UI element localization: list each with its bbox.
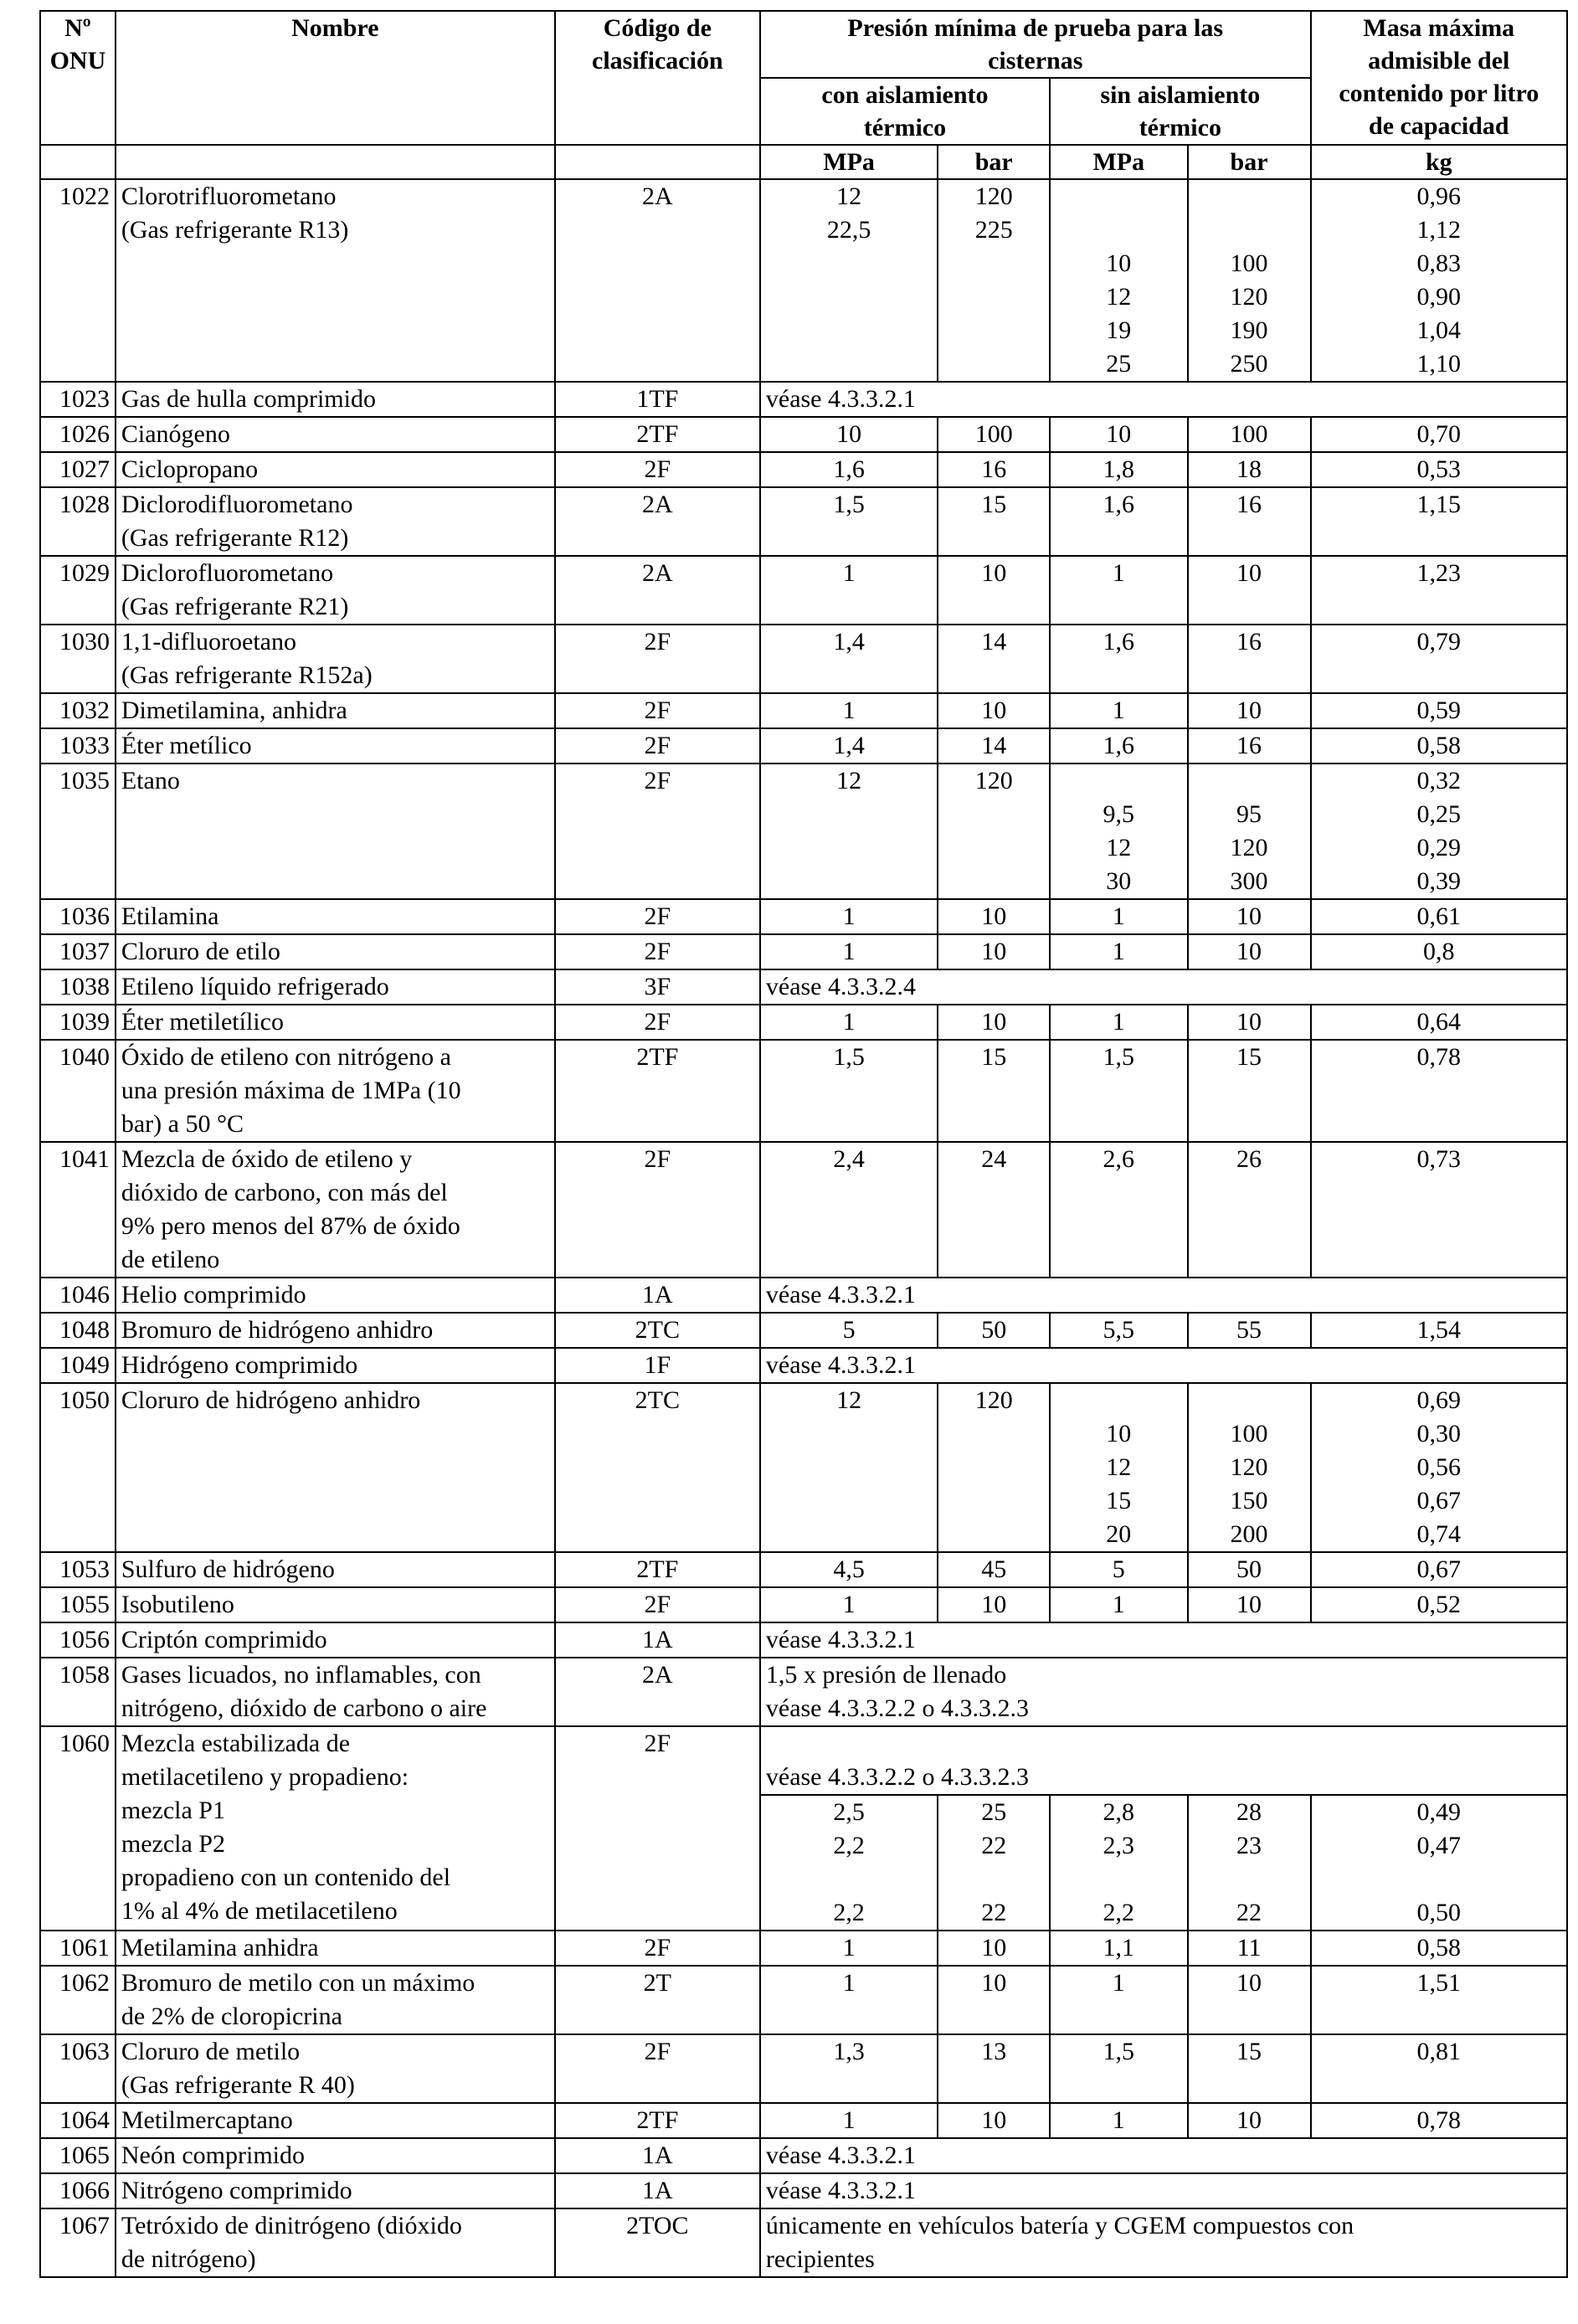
cell-con-mpa: 1,4 — [760, 625, 938, 693]
table-row — [40, 556, 1567, 625]
cell-con-bar: 24 — [938, 1142, 1050, 1278]
cell-sin-bar: 16 — [1188, 728, 1311, 764]
cell-sin-bar: 10 — [1188, 899, 1311, 934]
cell-kg: 1,54 — [1311, 1313, 1567, 1348]
cell-sin-mpa: 1,6 — [1050, 487, 1187, 556]
cell-sin-bar: 10 — [1188, 693, 1311, 728]
cell-sin-bar: 15 — [1188, 2034, 1311, 2103]
cell-con-bar: 10 — [938, 1966, 1050, 2034]
cell-codigo: 2F — [555, 934, 760, 969]
header-no-onu: Nº ONU — [40, 11, 116, 145]
cell-codigo: 1A — [555, 1622, 760, 1658]
cell-con-mpa: 1 — [760, 1587, 938, 1622]
cell-kg: 1,15 — [1311, 487, 1567, 556]
cell-no-onu: 1060 — [40, 1726, 116, 1931]
cell-codigo: 2TF — [555, 417, 760, 452]
cell-codigo: 1F — [555, 1348, 760, 1383]
cell-con-bar: 120 — [938, 764, 1050, 899]
cell-sin-bar: 26 — [1188, 1142, 1311, 1278]
table-row — [40, 728, 1567, 764]
cell-con-mpa: 12 — [760, 1383, 938, 1552]
cell-con-bar: 120 — [938, 1383, 1050, 1552]
table-row — [40, 1278, 1567, 1313]
cell-kg: 0,52 — [1311, 1587, 1567, 1622]
cell-con-mpa: 1 — [760, 1931, 938, 1966]
cell-no-onu: 1055 — [40, 1587, 116, 1622]
cell-codigo: 2A — [555, 556, 760, 625]
cell-nombre: Éter metílico — [116, 728, 555, 764]
table-row — [40, 487, 1567, 556]
cell-note: 1,5 x presión de llenado véase 4.3.3.2.2 o 4.3.3.2.3 — [760, 1658, 1567, 1726]
cell-codigo: 1TF — [555, 382, 760, 417]
cell-codigo: 2TF — [555, 2103, 760, 2138]
cell-no-onu: 1067 — [40, 2208, 116, 2277]
table-row — [40, 179, 1567, 382]
cell-no-onu: 1023 — [40, 382, 116, 417]
cell-nombre: Tetróxido de dinitrógeno (dióxido de nitrógeno) — [116, 2208, 555, 2277]
table-row — [40, 382, 1567, 417]
cell-codigo: 3F — [555, 969, 760, 1005]
cell-con-bar: 15 — [938, 487, 1050, 556]
cell-con-mpa: 1,4 — [760, 728, 938, 764]
cell-nombre: Etano — [116, 764, 555, 899]
cell-sin-mpa: 1 — [1050, 1966, 1187, 2034]
cell-con-mpa: 1 — [760, 1005, 938, 1040]
header-unit-mpa: MPa — [760, 145, 938, 179]
cell-sin-mpa: 2,6 — [1050, 1142, 1187, 1278]
cell-con-bar: 100 — [938, 417, 1050, 452]
cell-con-bar: 14 — [938, 625, 1050, 693]
cell-kg: 0,73 — [1311, 1142, 1567, 1278]
cell-sin-mpa: 10 12 15 20 — [1050, 1383, 1187, 1552]
cell-codigo: 2T — [555, 1966, 760, 2034]
cell-kg: 1,23 — [1311, 556, 1567, 625]
cell-codigo: 2F — [555, 1726, 760, 1931]
cell-no-onu: 1046 — [40, 1278, 116, 1313]
cell-no-onu: 1039 — [40, 1005, 116, 1040]
cell-con-mpa: 1,3 — [760, 2034, 938, 2103]
header-unit-mpa: MPa — [1050, 145, 1187, 179]
cell-sin-bar: 16 — [1188, 487, 1311, 556]
cell-con-bar: 10 — [938, 934, 1050, 969]
cell-kg: 1,51 — [1311, 1966, 1567, 2034]
cell-no-onu: 1037 — [40, 934, 116, 969]
cell-con-bar: 10 — [938, 1587, 1050, 1622]
cell-nombre: Metilamina anhidra — [116, 1931, 555, 1966]
cell-nombre: Mezcla estabilizada de metilacetileno y propadieno: mezcla P1 mezcla P2 propadieno con un contenido del 1% al 4% de metilacetileno — [116, 1726, 555, 1931]
cell-con-mpa: 1 — [760, 899, 938, 934]
cell-codigo: 2A — [555, 1658, 760, 1726]
header-nombre: Nombre — [116, 11, 555, 145]
cell-note: únicamente en vehículos batería y CGEM compuestos con recipientes — [760, 2208, 1567, 2277]
cell-nombre: Ciclopropano — [116, 452, 555, 487]
cell-sin-bar: 55 — [1188, 1313, 1311, 1348]
cell-nombre: Helio comprimido — [116, 1278, 555, 1313]
cell-con-mpa: 1 — [760, 934, 938, 969]
cell-nombre: Bromuro de hidrógeno anhidro — [116, 1313, 555, 1348]
cell-sin-mpa: 1,1 — [1050, 1931, 1187, 1966]
cell-note: véase 4.3.3.2.1 — [760, 1348, 1567, 1383]
cell-sin-mpa: 1 — [1050, 556, 1187, 625]
table-row — [40, 2103, 1567, 2138]
cell-con-bar: 25 22 22 — [938, 1795, 1050, 1931]
cell-kg: 0,96 1,12 0,83 0,90 1,04 1,10 — [1311, 179, 1567, 382]
cell-con-mpa: 2,4 — [760, 1142, 938, 1278]
cell-sin-mpa: 1,5 — [1050, 2034, 1187, 2103]
cell-sin-mpa: 1 — [1050, 693, 1187, 728]
cell-sin-mpa: 5,5 — [1050, 1313, 1187, 1348]
cell-codigo: 2TC — [555, 1383, 760, 1552]
cell-kg: 0,79 — [1311, 625, 1567, 693]
cell-sin-bar: 18 — [1188, 452, 1311, 487]
cell-nombre: Criptón comprimido — [116, 1622, 555, 1658]
cell-con-mpa: 4,5 — [760, 1552, 938, 1587]
table-row — [40, 1383, 1567, 1552]
cell-codigo: 2TF — [555, 1040, 760, 1142]
cell-codigo: 2F — [555, 1005, 760, 1040]
cell-no-onu: 1066 — [40, 2173, 116, 2208]
table-row — [40, 625, 1567, 693]
cell-nombre: Diclorodifluorometano (Gas refrigerante R12) — [116, 487, 555, 556]
cell-note: véase 4.3.3.2.1 — [760, 1622, 1567, 1658]
cell-no-onu: 1064 — [40, 2103, 116, 2138]
cell-con-bar: 50 — [938, 1313, 1050, 1348]
cell-con-bar: 16 — [938, 452, 1050, 487]
cell-con-bar: 10 — [938, 2103, 1050, 2138]
cell-nombre: Sulfuro de hidrógeno — [116, 1552, 555, 1587]
cell-sin-mpa: 5 — [1050, 1552, 1187, 1587]
cell-con-bar: 13 — [938, 2034, 1050, 2103]
cell-codigo: 2F — [555, 625, 760, 693]
pressure-table — [39, 10, 1568, 2278]
cell-sin-mpa: 1,8 — [1050, 452, 1187, 487]
cell-sin-bar: 95 120 300 — [1188, 764, 1311, 899]
table-row — [40, 1587, 1567, 1622]
cell-codigo: 1A — [555, 2138, 760, 2173]
cell-sin-bar: 10 — [1188, 556, 1311, 625]
header-presion: Presión mínima de prueba para las cisternas — [760, 11, 1311, 78]
cell-kg: 0,61 — [1311, 899, 1567, 934]
cell-sin-bar: 100 120 190 250 — [1188, 179, 1311, 382]
cell-no-onu: 1035 — [40, 764, 116, 899]
header-unit-kg: kg — [1311, 145, 1567, 179]
cell-kg: 0,49 0,47 0,50 — [1311, 1795, 1567, 1931]
cell-no-onu: 1027 — [40, 452, 116, 487]
cell-codigo: 1A — [555, 1278, 760, 1313]
cell-no-onu: 1038 — [40, 969, 116, 1005]
cell-no-onu: 1056 — [40, 1622, 116, 1658]
cell-no-onu: 1026 — [40, 417, 116, 452]
cell-kg: 0,32 0,25 0,29 0,39 — [1311, 764, 1567, 899]
cell-codigo: 2F — [555, 899, 760, 934]
table-row — [40, 1348, 1567, 1383]
table-row — [40, 1005, 1567, 1040]
cell-no-onu: 1033 — [40, 728, 116, 764]
cell-nombre: Etileno líquido refrigerado — [116, 969, 555, 1005]
cell-codigo: 1A — [555, 2173, 760, 2208]
cell-codigo: 2A — [555, 179, 760, 382]
cell-note: véase 4.3.3.2.1 — [760, 1278, 1567, 1313]
cell-sin-bar: 10 — [1188, 1005, 1311, 1040]
cell-codigo: 2TOC — [555, 2208, 760, 2277]
cell-no-onu: 1036 — [40, 899, 116, 934]
header-empty — [555, 145, 760, 179]
table-row — [40, 2138, 1567, 2173]
cell-nombre: Diclorofluorometano (Gas refrigerante R21) — [116, 556, 555, 625]
cell-kg: 0,78 — [1311, 1040, 1567, 1142]
cell-nombre: Etilamina — [116, 899, 555, 934]
cell-sin-bar: 10 — [1188, 1966, 1311, 2034]
cell-codigo: 2F — [555, 1587, 760, 1622]
header-codigo: Código de clasificación — [555, 11, 760, 145]
cell-kg: 0,69 0,30 0,56 0,67 0,74 — [1311, 1383, 1567, 1552]
header-unit-bar: bar — [938, 145, 1050, 179]
table-row — [40, 764, 1567, 899]
header-empty — [116, 145, 555, 179]
cell-sin-mpa: 1 — [1050, 2103, 1187, 2138]
cell-nombre: Nitrógeno comprimido — [116, 2173, 555, 2208]
cell-con-mpa: 12 — [760, 764, 938, 899]
cell-con-bar: 10 — [938, 693, 1050, 728]
cell-nombre: Cloruro de hidrógeno anhidro — [116, 1383, 555, 1552]
table-row — [40, 969, 1567, 1005]
cell-no-onu: 1063 — [40, 2034, 116, 2103]
cell-sin-bar: 100 — [1188, 417, 1311, 452]
cell-con-mpa: 2,5 2,2 2,2 — [760, 1795, 938, 1931]
cell-kg: 0,67 — [1311, 1552, 1567, 1587]
cell-no-onu: 1058 — [40, 1658, 116, 1726]
cell-no-onu: 1022 — [40, 179, 116, 382]
table-row — [40, 1552, 1567, 1587]
cell-no-onu: 1029 — [40, 556, 116, 625]
cell-note: véase 4.3.3.2.1 — [760, 2138, 1567, 2173]
cell-con-mpa: 1 — [760, 693, 938, 728]
cell-no-onu: 1030 — [40, 625, 116, 693]
cell-sin-mpa: 2,8 2,3 2,2 — [1050, 1795, 1187, 1931]
cell-kg: 0,58 — [1311, 1931, 1567, 1966]
header-empty — [40, 145, 116, 179]
cell-sin-mpa: 10 — [1050, 417, 1187, 452]
table-row — [40, 452, 1567, 487]
cell-kg: 0,8 — [1311, 934, 1567, 969]
cell-con-bar: 120 225 — [938, 179, 1050, 382]
cell-con-bar: 10 — [938, 556, 1050, 625]
cell-no-onu: 1040 — [40, 1040, 116, 1142]
cell-codigo: 2F — [555, 2034, 760, 2103]
table-row — [40, 1931, 1567, 1966]
cell-sin-bar: 100 120 150 200 — [1188, 1383, 1311, 1552]
table-row — [40, 934, 1567, 969]
cell-note: véase 4.3.3.2.2 o 4.3.3.2.3 — [760, 1726, 1567, 1795]
cell-codigo: 2F — [555, 728, 760, 764]
cell-con-mpa: 1 — [760, 556, 938, 625]
cell-kg: 0,78 — [1311, 2103, 1567, 2138]
cell-nombre: Óxido de etileno con nitrógeno a una presión máxima de 1MPa (10 bar) a 50 °C — [116, 1040, 555, 1142]
cell-sin-mpa: 1,6 — [1050, 728, 1187, 764]
cell-no-onu: 1028 — [40, 487, 116, 556]
cell-con-mpa: 12 22,5 — [760, 179, 938, 382]
table-row — [40, 1658, 1567, 1726]
cell-codigo: 2TC — [555, 1313, 760, 1348]
cell-sin-bar: 15 — [1188, 1040, 1311, 1142]
cell-con-mpa: 5 — [760, 1313, 938, 1348]
cell-con-bar: 14 — [938, 728, 1050, 764]
cell-codigo: 2F — [555, 764, 760, 899]
cell-note: véase 4.3.3.2.1 — [760, 2173, 1567, 2208]
cell-no-onu: 1048 — [40, 1313, 116, 1348]
cell-no-onu: 1032 — [40, 693, 116, 728]
cell-nombre: Cianógeno — [116, 417, 555, 452]
cell-sin-bar: 10 — [1188, 1587, 1311, 1622]
cell-kg: 0,81 — [1311, 2034, 1567, 2103]
cell-nombre: Metilmercaptano — [116, 2103, 555, 2138]
cell-kg: 0,59 — [1311, 693, 1567, 728]
cell-no-onu: 1050 — [40, 1383, 116, 1552]
cell-sin-mpa: 1 — [1050, 1587, 1187, 1622]
cell-kg: 0,53 — [1311, 452, 1567, 487]
cell-no-onu: 1049 — [40, 1348, 116, 1383]
table-row — [40, 1313, 1567, 1348]
cell-con-mpa: 1,6 — [760, 452, 938, 487]
cell-codigo: 2F — [555, 1142, 760, 1278]
cell-sin-bar: 28 23 22 — [1188, 1795, 1311, 1931]
header-unit-bar: bar — [1188, 145, 1311, 179]
table-row — [40, 2173, 1567, 2208]
cell-sin-bar: 50 — [1188, 1552, 1311, 1587]
table-row — [40, 1966, 1567, 2034]
table-row — [40, 2034, 1567, 2103]
document-page — [39, 10, 1568, 2278]
cell-codigo: 2F — [555, 452, 760, 487]
cell-note: véase 4.3.3.2.1 — [760, 382, 1567, 417]
cell-nombre: Éter metiletílico — [116, 1005, 555, 1040]
cell-nombre: Mezcla de óxido de etileno y dióxido de carbono, con más del 9% pero menos del 87% de óxido de etileno — [116, 1142, 555, 1278]
table-row — [40, 2208, 1567, 2277]
cell-con-mpa: 1 — [760, 1966, 938, 2034]
cell-sin-mpa: 1 — [1050, 899, 1187, 934]
cell-nombre: Clorotrifluorometano (Gas refrigerante R13) — [116, 179, 555, 382]
cell-sin-bar: 16 — [1188, 625, 1311, 693]
cell-con-mpa: 1 — [760, 2103, 938, 2138]
cell-sin-mpa: 9,5 12 30 — [1050, 764, 1187, 899]
cell-no-onu: 1061 — [40, 1931, 116, 1966]
cell-sin-mpa: 1,5 — [1050, 1040, 1187, 1142]
cell-no-onu: 1041 — [40, 1142, 116, 1278]
cell-kg: 0,58 — [1311, 728, 1567, 764]
cell-nombre: Isobutileno — [116, 1587, 555, 1622]
cell-nombre: 1,1-difluoroetano (Gas refrigerante R152a) — [116, 625, 555, 693]
cell-codigo: 2F — [555, 1931, 760, 1966]
cell-codigo: 2F — [555, 693, 760, 728]
header-sin-aislamiento: sin aislamiento térmico — [1050, 78, 1311, 145]
header-con-aislamiento: con aislamiento térmico — [760, 78, 1050, 145]
cell-con-mpa: 10 — [760, 417, 938, 452]
cell-nombre: Dimetilamina, anhidra — [116, 693, 555, 728]
cell-nombre: Cloruro de etilo — [116, 934, 555, 969]
table-row — [40, 693, 1567, 728]
cell-codigo: 2A — [555, 487, 760, 556]
cell-nombre: Hidrógeno comprimido — [116, 1348, 555, 1383]
cell-con-mpa: 1,5 — [760, 487, 938, 556]
cell-kg: 0,70 — [1311, 417, 1567, 452]
cell-con-bar: 15 — [938, 1040, 1050, 1142]
cell-sin-bar: 11 — [1188, 1931, 1311, 1966]
cell-nombre: Neón comprimido — [116, 2138, 555, 2173]
cell-nombre: Gas de hulla comprimido — [116, 382, 555, 417]
cell-sin-mpa: 1 — [1050, 934, 1187, 969]
cell-sin-mpa: 1,6 — [1050, 625, 1187, 693]
cell-no-onu: 1053 — [40, 1552, 116, 1587]
table-row — [40, 417, 1567, 452]
cell-con-mpa: 1,5 — [760, 1040, 938, 1142]
cell-nombre: Gases licuados, no inflamables, con nitrógeno, dióxido de carbono o aire — [116, 1658, 555, 1726]
cell-codigo: 2TF — [555, 1552, 760, 1587]
table-row — [40, 1040, 1567, 1142]
table-row — [40, 1726, 1567, 1795]
cell-con-bar: 45 — [938, 1552, 1050, 1587]
header-masa: Masa máxima admisible del contenido por litro de capacidad — [1311, 11, 1567, 145]
cell-con-bar: 10 — [938, 899, 1050, 934]
cell-sin-bar: 10 — [1188, 2103, 1311, 2138]
cell-con-bar: 10 — [938, 1931, 1050, 1966]
cell-no-onu: 1065 — [40, 2138, 116, 2173]
table-row — [40, 1622, 1567, 1658]
table-row — [40, 899, 1567, 934]
cell-sin-mpa: 10 12 19 25 — [1050, 179, 1187, 382]
cell-sin-bar: 10 — [1188, 934, 1311, 969]
cell-nombre: Cloruro de metilo (Gas refrigerante R 40) — [116, 2034, 555, 2103]
table-row — [40, 1142, 1567, 1278]
cell-nombre: Bromuro de metilo con un máximo de 2% de cloropicrina — [116, 1966, 555, 2034]
cell-note: véase 4.3.3.2.4 — [760, 969, 1567, 1005]
cell-sin-mpa: 1 — [1050, 1005, 1187, 1040]
cell-con-bar: 10 — [938, 1005, 1050, 1040]
cell-no-onu: 1062 — [40, 1966, 116, 2034]
cell-kg: 0,64 — [1311, 1005, 1567, 1040]
